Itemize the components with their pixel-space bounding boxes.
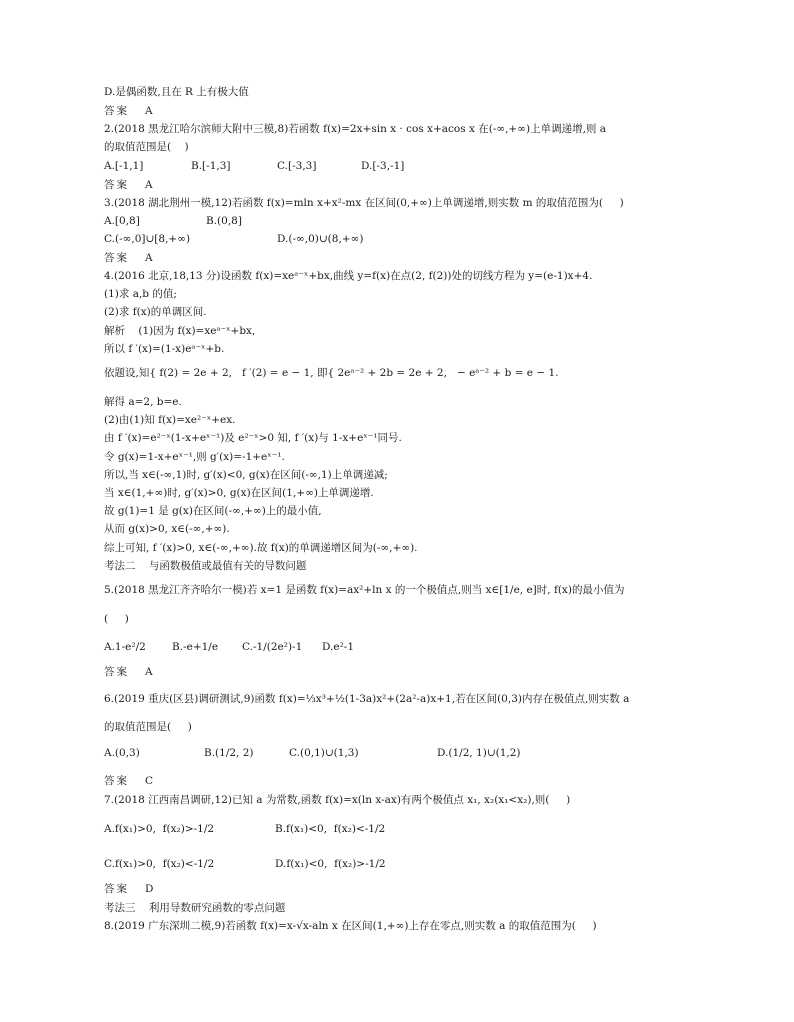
q3-option-d: D.(-∞,0)∪(8,+∞) — [277, 233, 364, 245]
q4-solution-title: 解析 (1)因为 f(x)=xeᵃ⁻ˣ+bx, — [104, 325, 256, 337]
q5-option-d: D.e²-1 — [322, 641, 355, 653]
q6-option-a: A.(0,3) — [104, 747, 140, 759]
q4-positive: 从而 g(x)>0, x∈(-∞,+∞). — [104, 523, 230, 535]
section-heading-2: 考法二 与函数极值或最值有关的导数问题 — [104, 560, 307, 572]
q4-decreasing: 所以,当 x∈(-∞,1)时, g′(x)<0, g(x)在区间(-∞,1)上单调递减; — [104, 469, 388, 481]
q6-answer: 答案 C — [104, 775, 156, 787]
q4-part2: (2)求 f(x)的单调区间. — [104, 306, 207, 318]
q3-stem: 3.(2018 湖北荆州一模,12)若函数 f(x)=mln x+x²-mx 在区间(0,+∞)上单调递增,则实数 m 的取值范围为( ) — [104, 197, 624, 209]
q2-option-d: D.[-3,-1] — [361, 160, 405, 172]
q4-sign: 由 f ′(x)=e²⁻ˣ(1-x+eˣ⁻¹)及 e²⁻ˣ>0 知, f ′(x)与 1-x+eˣ⁻¹同号. — [104, 432, 402, 444]
q7-option-d: D.f(x₁)<0, f(x₂)>-1/2 — [275, 858, 386, 870]
q4-derivative: 所以 f ′(x)=(1-x)eᵃ⁻ˣ+b. — [104, 343, 225, 355]
q6-stem: 6.(2019 重庆(区县)调研测试,9)函数 f(x)=⅓x³+½(1-3a)x²+(2a²-a)x+1,若在区间(0,3)内存在极值点,则实数 a — [104, 693, 630, 705]
q1-answer: 答案 A — [104, 105, 155, 117]
q7-option-b: B.f(x₁)<0, f(x₂)<-1/2 — [275, 823, 386, 835]
q5-answer: 答案 A — [104, 666, 155, 678]
q4-system: 依题设,知{ f(2) = 2e + 2, f ′(2) = e − 1, 即{ 2eᵃ⁻² + 2b = 2e + 2, − eᵃ⁻² + b = e − 1. — [104, 367, 559, 379]
q5-stem: 5.(2018 黑龙江齐齐哈尔一模)若 x=1 是函数 f(x)=ax²+ln x 的一个极值点,则当 x∈[1/e, e]时, f(x)的最小值为 — [104, 584, 625, 596]
q4-increasing: 当 x∈(1,+∞)时, g′(x)>0, g(x)在区间(1,+∞)上单调递增. — [104, 487, 374, 499]
q7-option-a: A.f(x₁)>0, f(x₂)>-1/2 — [104, 823, 215, 835]
q5-option-a: A.1-e²/2 — [104, 641, 146, 653]
q8-stem: 8.(2019 广东深圳二模,9)若函数 f(x)=x-√x-aln x 在区间(1,+∞)上存在零点,则实数 a 的取值范围为( ) — [104, 920, 597, 932]
q5-option-b: B.-e+1/e — [172, 641, 219, 653]
q4-conclusion: 综上可知, f ′(x)>0, x∈(-∞,+∞).故 f(x)的单调递增区间为(-∞,+∞). — [104, 542, 418, 554]
q4-sol-part2: (2)由(1)知 f(x)=xe²⁻ˣ+ex. — [104, 414, 236, 426]
q3-option-c: C.(-∞,0]∪[8,+∞) — [104, 233, 191, 245]
q2-option-c: C.[-3,3] — [277, 160, 317, 172]
q5-option-c: C.-1/(2e²)-1 — [242, 641, 303, 653]
q5-stem-cont: ( ) — [104, 613, 129, 625]
q4-g-def: 令 g(x)=1-x+eˣ⁻¹,则 g′(x)=-1+eˣ⁻¹. — [104, 451, 285, 463]
q2-option-a: A.[-1,1] — [104, 160, 144, 172]
q3-answer: 答案 A — [104, 252, 155, 264]
section-heading-3: 考法三 利用导数研究函数的零点问题 — [104, 902, 286, 914]
q4-solve: 解得 a=2, b=e. — [104, 396, 182, 408]
q7-answer: 答案 D — [104, 883, 156, 895]
q4-stem: 4.(2016 北京,18,13 分)设函数 f(x)=xeᵃ⁻ˣ+bx,曲线 y=f(x)在点(2, f(2))处的切线方程为 y=(e-1)x+4. — [104, 270, 593, 282]
q7-stem: 7.(2018 江西南昌调研,12)已知 a 为常数,函数 f(x)=x(ln x-ax)有两个极值点 x₁, x₂(x₁<x₂),则( ) — [104, 794, 571, 806]
q4-min: 故 g(1)=1 是 g(x)在区间(-∞,+∞)上的最小值, — [104, 505, 322, 517]
q6-option-b: B.(1/2, 2) — [204, 747, 254, 759]
q3-option-b: B.(0,8] — [206, 215, 242, 227]
q7-option-c: C.f(x₁)>0, f(x₂)<-1/2 — [104, 858, 215, 870]
q2-answer: 答案 A — [104, 179, 155, 191]
q3-option-a: A.[0,8] — [104, 215, 140, 227]
q1-option-d: D.是偶函数,且在 R 上有极大值 — [104, 86, 249, 98]
q6-option-d: D.(1/2, 1)∪(1,2) — [437, 747, 521, 759]
q6-stem-cont: 的取值范围是( ) — [104, 721, 192, 733]
q2-stem: 2.(2018 黑龙江哈尔滨师大附中三模,8)若函数 f(x)=2x+sin x · cos x+acos x 在(-∞,+∞)上单调递增,则 a — [104, 123, 607, 135]
q2-stem-cont: 的取值范围是( ) — [104, 141, 189, 153]
q6-option-c: C.(0,1)∪(1,3) — [289, 747, 359, 759]
q2-option-b: B.[-1,3] — [191, 160, 231, 172]
q4-part1: (1)求 a,b 的值; — [104, 288, 177, 300]
